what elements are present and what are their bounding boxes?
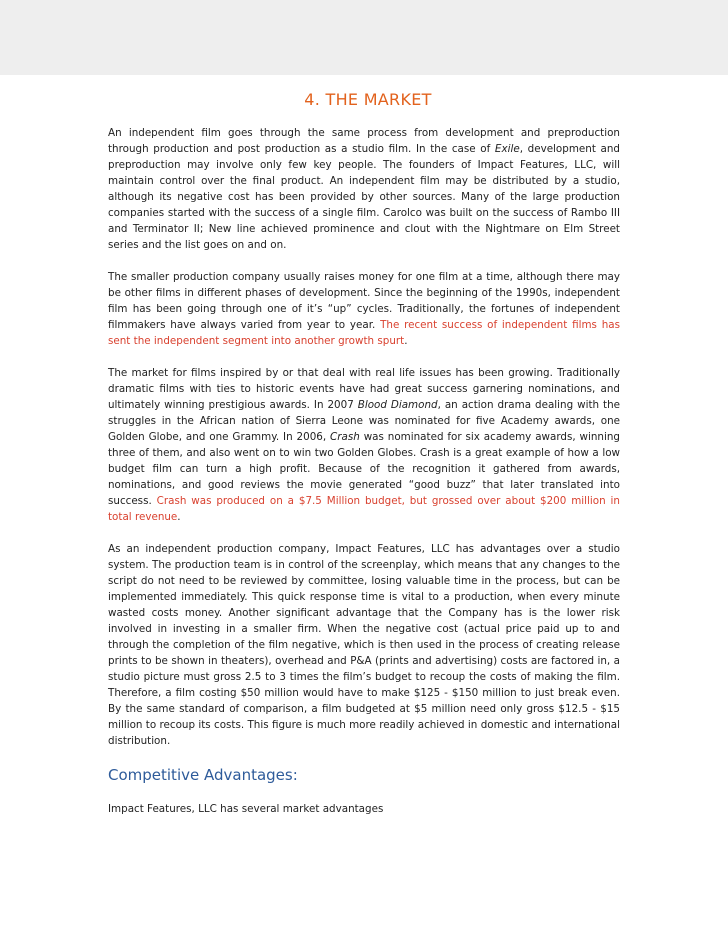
paragraph-3 — [108, 365, 620, 525]
paragraph-3-text-c: was nominated for six academy awards, winning three of them, and also went on to win two Golden Globes. Crash is a great example of how a low budget film can turn a high profit. Because of the recognition it gathered from awards, nominations, and good reviews the movie generated “good buzz” that later translated into success. — [108, 431, 620, 507]
page-title: 4. THE MARKET — [304, 90, 432, 109]
paragraph-3-text-b: , an action drama dealing with the struggles in the African nation of Sierra Leone was nominated for five Academy awards, one Golden Globe, and one Grammy. In 2006, — [108, 399, 620, 443]
film-title-exile: Exile — [494, 143, 520, 155]
header-band — [0, 0, 728, 75]
paragraph-2-end: . — [404, 335, 408, 347]
paragraph-3-end: . — [177, 511, 181, 523]
film-title-blood-diamond: Blood Diamond — [357, 399, 438, 411]
paragraph-1-text-b: , development and preproduction may involve only few key people. The founders of Impact Features, LLC, will maintain control over the final product. An independent film may be distributed by a studio, although its negative cost has been provided by other sources. Many of the large production companies started with the success of a single film. Carolco was built on the success of Rambo III and Terminator II; New line achieved prominence and clout with the Nightmare on Elm Street series and the list goes on and on. — [108, 143, 620, 251]
document-body — [108, 90, 620, 833]
film-title-crash: Crash — [330, 431, 360, 443]
paragraph-1 — [108, 125, 620, 253]
paragraph-4: As an independent production company, Impact Features, LLC has advantages over a studio system. The production team is in control of the screenplay, which means that any changes to the script do not need to be reviewed by committee, losing valuable time in the process, but can be implemented immediately. This quick response time is vital to a production, when every minute wasted costs money. Another significant advantage that the Company has is the lower risk involved in investing in a smaller firm. When the negative cost (actual price paid up to and through the completion of the film negative, which is then used in the process of creating release prints to be shown in theaters), overhead and P&A (prints and advertising) costs are factored in, a studio picture must gross 2.5 to 3 times the film’s budget to recoup the costs of making the film. Therefore, a film costing $50 million would have to make $125 - $150 million to just break even. By the same standard of comparison, a film budgeted at $5 million need only gross $12.5 - $15 million to recoup its costs. This figure is much more readily achieved in domestic and international distribution. — [108, 543, 620, 747]
paragraph-3-text-a: The market for films inspired by or that deal with real life issues has been growing. Traditionally dramatic films with ties to historic events have had great success garnering nominations, and ultimately winning prestigious awards. In 2007 — [108, 367, 620, 411]
paragraph-5: Impact Features, LLC has several market advantages — [108, 803, 384, 815]
paragraph-2-text-a: The smaller production company usually raises money for one film at a time, although there may be other films in different phases of development. Since the beginning of the 1990s, independent film has been going through one of it’s “up” cycles. Traditionally, the fortunes of independent filmmakers have always varied from year to year. — [108, 271, 620, 331]
section-heading: Competitive Advantages: — [108, 766, 298, 784]
paragraph-3-highlight: Crash was produced on a $7.5 Million budget, but grossed over about $200 million in total revenue — [108, 495, 620, 523]
paragraph-2-highlight: The recent success of independent films has sent the independent segment into another growth spurt — [108, 319, 620, 347]
paragraph-2 — [108, 269, 620, 349]
paragraph-1-text-a: An independent film goes through the same process from development and preproduction through production and post production as a studio film. In the case of — [108, 127, 620, 155]
